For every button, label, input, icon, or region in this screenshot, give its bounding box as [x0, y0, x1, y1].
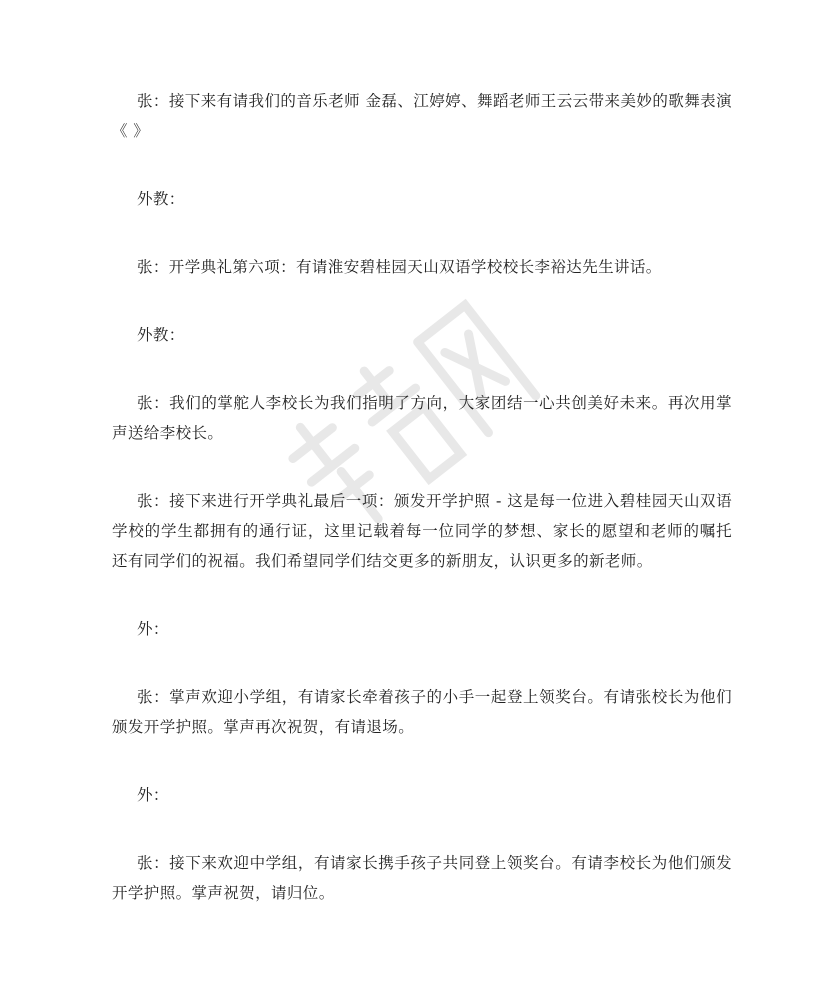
paragraph: 张：开学典礼第六项：有请淮安碧桂园天山双语学校校长李裕达先生讲话。	[137, 258, 662, 276]
paragraph: 外：	[137, 786, 169, 804]
paragraph: 张：掌声欢迎小学组，有请家长牵着孩子的小手一起登上领奖台。有请张校长为他们颁发开学护照。掌声再次祝贺，有请退场。	[112, 688, 732, 736]
document-body	[112, 86, 732, 946]
paragraph: 张：我们的掌舵人李校长为我们指明了方向，大家团结一心共创美好未来。再次用掌声送给李校长。	[112, 394, 732, 442]
paragraph: 张：接下来有请我们的音乐老师 金磊、江婷婷、舞蹈老师王云云带来美妙的歌舞表演《 》	[112, 92, 732, 140]
paragraph: 张：接下来欢迎中学组，有请家长携手孩子共同登上领奖台。有请李校长为他们颁发开学护照。掌声祝贺，请归位。	[112, 854, 732, 902]
paragraph: 外教：	[137, 326, 185, 344]
paragraph: 张：接下来进行开学典礼最后一项：颁发开学护照 - 这是每一位进入碧桂园天山双语学校的学生都拥有的通行证，这里记载着每一位同学的梦想、家长的愿望和老师的嘱托还有同学们的祝福。我们希望同学们结交更多的新朋友，认识更多的新老师。	[112, 492, 732, 570]
paragraph: 外教：	[137, 190, 185, 208]
paragraph: 外：	[137, 620, 169, 638]
